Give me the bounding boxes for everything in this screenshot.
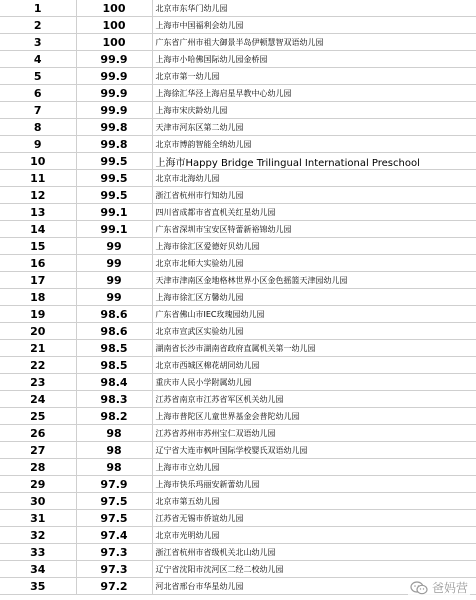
- rank-cell: 8: [0, 119, 76, 136]
- kindergarten-name-cell: 广东省深圳市宝安区特蕾新裕锦幼儿园: [152, 221, 476, 238]
- rank-cell: 13: [0, 204, 76, 221]
- kindergarten-name-cell: 北京市第一幼儿园: [152, 68, 476, 85]
- score-cell: 99.5: [76, 187, 152, 204]
- kindergarten-name-cell: 江苏省无锡市侨谊幼儿园: [152, 510, 476, 527]
- rank-cell: 1: [0, 0, 76, 17]
- score-cell: 98.2: [76, 408, 152, 425]
- table-row: [0, 136, 476, 153]
- kindergarten-name-cell: 上海市徐汇区爱德好贝幼儿园: [152, 238, 476, 255]
- score-cell: 99.9: [76, 102, 152, 119]
- rank-cell: 28: [0, 459, 76, 476]
- rank-cell: 29: [0, 476, 76, 493]
- wechat-icon: [410, 581, 428, 595]
- kindergarten-name-cell: 湖南省长沙市湖南省政府直属机关第一幼儿园: [152, 340, 476, 357]
- score-cell: 99.1: [76, 204, 152, 221]
- table-row: [0, 306, 476, 323]
- table-row: [0, 34, 476, 51]
- table-row: [0, 238, 476, 255]
- table-row: [0, 102, 476, 119]
- score-cell: 98.6: [76, 323, 152, 340]
- watermark: [408, 578, 470, 597]
- kindergarten-name-cell: 天津市河东区第二幼儿园: [152, 119, 476, 136]
- table-row: [0, 85, 476, 102]
- rank-cell: 2: [0, 17, 76, 34]
- kindergarten-name-cell: 上海市Happy Bridge Trilingual International Preschool: [152, 153, 476, 170]
- score-cell: 97.3: [76, 561, 152, 578]
- rank-cell: 21: [0, 340, 76, 357]
- kindergarten-name-cell: 北京市光明幼儿园: [152, 527, 476, 544]
- table-row: [0, 425, 476, 442]
- rank-cell: 10: [0, 153, 76, 170]
- score-cell: 99: [76, 255, 152, 272]
- score-cell: 99.1: [76, 221, 152, 238]
- score-cell: 99.8: [76, 119, 152, 136]
- table-row: [0, 544, 476, 561]
- rank-cell: 26: [0, 425, 76, 442]
- kindergarten-name-cell: 北京市宣武区实验幼儿园: [152, 323, 476, 340]
- rank-cell: 14: [0, 221, 76, 238]
- table-row: [0, 153, 476, 170]
- kindergarten-name-cell: 上海市小哈佛国际幼儿园金桥园: [152, 51, 476, 68]
- table-row: [0, 68, 476, 85]
- table-row: [0, 255, 476, 272]
- rank-cell: 4: [0, 51, 76, 68]
- kindergarten-name-cell: 上海市普陀区儿童世界基金会普陀幼儿园: [152, 408, 476, 425]
- score-cell: 100: [76, 0, 152, 17]
- table-row: [0, 493, 476, 510]
- table-row: [0, 323, 476, 340]
- kindergarten-name-cell: 北京市东华门幼儿园: [152, 0, 476, 17]
- score-cell: 99: [76, 272, 152, 289]
- rank-cell: 9: [0, 136, 76, 153]
- table-row: [0, 221, 476, 238]
- score-cell: 97.4: [76, 527, 152, 544]
- kindergarten-name-cell: 上海市中国福利会幼儿园: [152, 17, 476, 34]
- table-row: [0, 527, 476, 544]
- rank-cell: 6: [0, 85, 76, 102]
- score-cell: 97.2: [76, 578, 152, 595]
- kindergarten-name-cell: 北京市博韵智能全纳幼儿园: [152, 136, 476, 153]
- score-cell: 98.4: [76, 374, 152, 391]
- rank-cell: 12: [0, 187, 76, 204]
- score-cell: 98.5: [76, 340, 152, 357]
- kindergarten-name-cell: 北京市北海幼儿园: [152, 170, 476, 187]
- score-cell: 99.9: [76, 85, 152, 102]
- score-cell: 97.5: [76, 510, 152, 527]
- score-cell: 98.5: [76, 357, 152, 374]
- table-row: [0, 459, 476, 476]
- score-cell: 98.6: [76, 306, 152, 323]
- kindergarten-name-cell: 上海市宋庆龄幼儿园: [152, 102, 476, 119]
- score-cell: 99.9: [76, 51, 152, 68]
- rank-cell: 15: [0, 238, 76, 255]
- kindergarten-name-cell: 广东省广州市祖大御景半岛伊顿慧智双语幼儿园: [152, 34, 476, 51]
- kindergarten-name-cell: 上海市徐汇区方馨幼儿园: [152, 289, 476, 306]
- kindergarten-name-cell: 浙江省杭州市行知幼儿园: [152, 187, 476, 204]
- rank-cell: 19: [0, 306, 76, 323]
- kindergarten-name-cell: 江苏省南京市江苏省军区机关幼儿园: [152, 391, 476, 408]
- score-cell: 100: [76, 17, 152, 34]
- score-cell: 97.3: [76, 544, 152, 561]
- score-cell: 97.5: [76, 493, 152, 510]
- rank-cell: 33: [0, 544, 76, 561]
- kindergarten-name-cell: 浙江省杭州市省级机关北山幼儿园: [152, 544, 476, 561]
- score-cell: 98: [76, 442, 152, 459]
- rank-cell: 7: [0, 102, 76, 119]
- table-row: [0, 119, 476, 136]
- rank-cell: 35: [0, 578, 76, 595]
- table-row: [0, 340, 476, 357]
- score-cell: 98: [76, 425, 152, 442]
- kindergarten-name-cell: 河北省邢台市华星幼儿园: [152, 578, 476, 595]
- score-cell: 99.8: [76, 136, 152, 153]
- table-row: [0, 408, 476, 425]
- rank-cell: 3: [0, 34, 76, 51]
- rank-cell: 17: [0, 272, 76, 289]
- rank-cell: 22: [0, 357, 76, 374]
- score-cell: 99: [76, 289, 152, 306]
- table-row: [0, 17, 476, 34]
- table-row: [0, 289, 476, 306]
- table-row: [0, 476, 476, 493]
- table-row: [0, 391, 476, 408]
- kindergarten-name-cell: 北京市西城区棉花胡同幼儿园: [152, 357, 476, 374]
- kindergarten-name-cell: 辽宁省大连市枫叶国际学校婴氏双语幼儿园: [152, 442, 476, 459]
- table-row: [0, 357, 476, 374]
- table-row: [0, 51, 476, 68]
- rank-cell: 23: [0, 374, 76, 391]
- table-row: [0, 204, 476, 221]
- score-cell: 97.9: [76, 476, 152, 493]
- kindergarten-name-cell: 江苏省苏州市苏州宝仁双语幼儿园: [152, 425, 476, 442]
- table-row: [0, 170, 476, 187]
- kindergarten-name-cell: 北京市第五幼儿园: [152, 493, 476, 510]
- rank-cell: 27: [0, 442, 76, 459]
- table-row: [0, 0, 476, 17]
- rank-cell: 30: [0, 493, 76, 510]
- kindergarten-name-cell: 四川省成都市省直机关红星幼儿园: [152, 204, 476, 221]
- score-cell: 99.5: [76, 170, 152, 187]
- score-cell: 98: [76, 459, 152, 476]
- rank-cell: 31: [0, 510, 76, 527]
- score-cell: 99: [76, 238, 152, 255]
- score-cell: 98.3: [76, 391, 152, 408]
- kindergarten-name-cell: 上海市快乐玛丽安新蕾幼儿园: [152, 476, 476, 493]
- score-cell: 100: [76, 34, 152, 51]
- table-row: [0, 272, 476, 289]
- table-row: [0, 374, 476, 391]
- kindergarten-name-cell: 上海市市立幼儿园: [152, 459, 476, 476]
- rank-cell: 11: [0, 170, 76, 187]
- watermark-text: 爸妈营: [431, 581, 468, 595]
- rank-cell: 18: [0, 289, 76, 306]
- table-row: [0, 561, 476, 578]
- table-row: [0, 187, 476, 204]
- kindergarten-name-cell: 广东省佛山市IEC玫瑰园幼儿园: [152, 306, 476, 323]
- rank-cell: 20: [0, 323, 76, 340]
- table-row: [0, 578, 476, 595]
- score-cell: 99.9: [76, 68, 152, 85]
- rank-cell: 5: [0, 68, 76, 85]
- score-cell: 99.5: [76, 153, 152, 170]
- rank-cell: 25: [0, 408, 76, 425]
- rank-cell: 34: [0, 561, 76, 578]
- kindergarten-name-cell: 上海徐汇华泾上海启星早教中心幼儿园: [152, 85, 476, 102]
- rank-cell: 16: [0, 255, 76, 272]
- kindergarten-name-cell: 重庆市人民小学附属幼儿园: [152, 374, 476, 391]
- kindergarten-name-cell: 天津市津南区金地格林世界小区金色摇篮天津园幼儿园: [152, 272, 476, 289]
- kindergarten-name-cell: 辽宁省沈阳市沈河区二经二校幼儿园: [152, 561, 476, 578]
- kindergarten-name-cell: 北京市北师大实验幼儿园: [152, 255, 476, 272]
- rank-cell: 24: [0, 391, 76, 408]
- table-row: [0, 442, 476, 459]
- rank-cell: 32: [0, 527, 76, 544]
- table-row: [0, 510, 476, 527]
